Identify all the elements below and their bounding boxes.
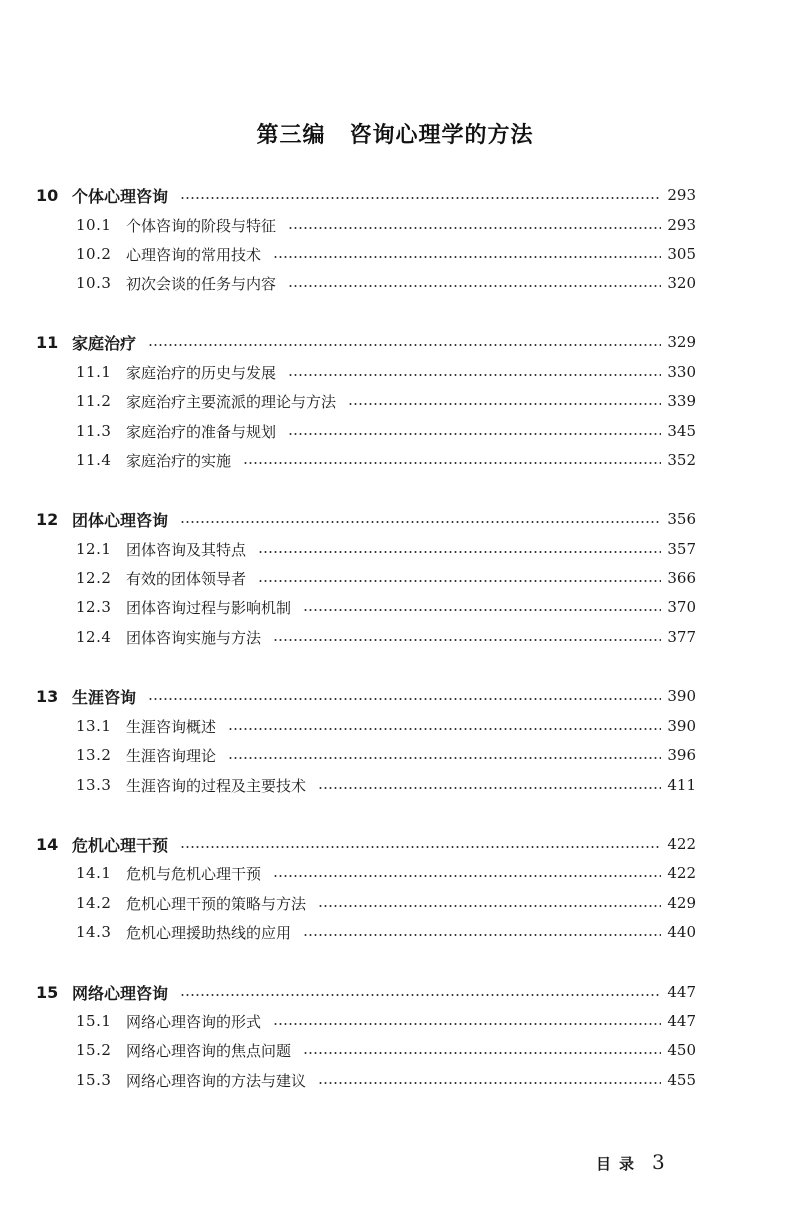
section-number: 13.2 (76, 746, 112, 764)
page-number: 447 (667, 1012, 696, 1030)
section-title: 网络心理咨询的方法与建议 (126, 1071, 307, 1090)
dot-leader (318, 787, 661, 789)
folio-number: 3 (652, 1150, 665, 1174)
page-number: 455 (667, 1071, 696, 1089)
section-entry[interactable] (76, 622, 696, 652)
chapter-heading[interactable] (36, 681, 696, 711)
page-number: 357 (667, 540, 696, 558)
part-name: 咨询心理学的方法 (349, 123, 534, 148)
section-number: 11.2 (76, 392, 112, 410)
section-number: 10.1 (76, 216, 112, 234)
page-number: 329 (667, 333, 696, 351)
section-title: 家庭治疗的历史与发展 (126, 363, 277, 382)
section-title: 生涯咨询概述 (126, 717, 217, 736)
section-number: 11.3 (76, 422, 112, 440)
chapter-title: 生涯咨询 (72, 687, 137, 707)
dot-leader (180, 994, 661, 996)
section-title: 家庭治疗的准备与规划 (126, 422, 277, 441)
chapter-number: 12 (36, 509, 59, 529)
section-entry[interactable] (76, 357, 696, 387)
page-number: 352 (667, 451, 696, 469)
page-footer (596, 1150, 665, 1174)
section-number: 11.4 (76, 451, 112, 469)
section-number: 15.2 (76, 1041, 112, 1059)
page-number: 305 (667, 245, 696, 263)
page-number: 356 (667, 510, 696, 528)
section-entry[interactable] (76, 386, 696, 416)
section-number: 13.1 (76, 717, 112, 735)
section-title: 危机与危机心理干预 (126, 864, 262, 883)
section-title: 家庭治疗的实施 (126, 451, 232, 470)
section-entry[interactable] (76, 210, 696, 240)
page-number: 429 (667, 894, 696, 912)
page-number: 330 (667, 363, 696, 381)
section-number: 14.1 (76, 864, 112, 882)
section-title: 危机心理干预的策略与方法 (126, 894, 307, 913)
dot-leader (148, 698, 661, 700)
section-title: 团体咨询实施与方法 (126, 628, 262, 647)
section-title: 生涯咨询的过程及主要技术 (126, 776, 307, 795)
section-number: 12.4 (76, 628, 112, 646)
section-number: 10.2 (76, 245, 112, 263)
dot-leader (273, 875, 661, 877)
section-entry[interactable] (76, 445, 696, 475)
section-title: 团体咨询过程与影响机制 (126, 598, 292, 617)
chapter-title: 团体心理咨询 (72, 510, 169, 530)
section-number: 10.3 (76, 274, 112, 292)
section-number: 12.3 (76, 598, 112, 616)
chapter-title: 网络心理咨询 (72, 983, 169, 1003)
chapter-number: 15 (36, 982, 59, 1002)
section-title: 心理咨询的常用技术 (126, 245, 262, 264)
chapter-heading[interactable] (36, 977, 696, 1007)
chapter-title: 个体心理咨询 (72, 186, 169, 206)
section-title: 家庭治疗主要流派的理论与方法 (126, 392, 337, 411)
page-number: 422 (667, 835, 696, 853)
section-entry[interactable] (76, 1065, 696, 1095)
dot-leader (180, 846, 661, 848)
page-number: 447 (667, 983, 696, 1001)
section-title: 团体咨询及其特点 (126, 540, 247, 559)
chapter-heading[interactable] (36, 180, 696, 210)
chapter-title: 危机心理干预 (72, 835, 169, 855)
section-number: 13.3 (76, 776, 112, 794)
chapter-number: 13 (36, 686, 59, 706)
section-entry[interactable] (76, 592, 696, 622)
section-number: 14.2 (76, 894, 112, 912)
section-number: 14.3 (76, 923, 112, 941)
section-entry[interactable] (76, 740, 696, 770)
page-number: 450 (667, 1041, 696, 1059)
section-title: 危机心理援助热线的应用 (126, 923, 292, 942)
section-number: 15.3 (76, 1071, 112, 1089)
dot-leader (273, 1023, 661, 1025)
dot-leader (180, 521, 661, 523)
chapter-heading[interactable] (36, 829, 696, 859)
dot-leader (348, 403, 661, 405)
section-number: 15.1 (76, 1012, 112, 1030)
page-number: 377 (667, 628, 696, 646)
chapter-heading[interactable] (36, 504, 696, 534)
dot-leader (288, 374, 661, 376)
page-number: 293 (667, 186, 696, 204)
dot-leader (288, 433, 661, 435)
dot-leader (148, 344, 661, 346)
dot-leader (258, 551, 661, 553)
dot-leader (228, 728, 661, 730)
page-number: 339 (667, 392, 696, 410)
page-number: 390 (667, 687, 696, 705)
page-number: 293 (667, 216, 696, 234)
page-number: 390 (667, 717, 696, 735)
dot-leader (273, 639, 661, 641)
chapter-number: 10 (36, 185, 59, 205)
section-title: 网络心理咨询的形式 (126, 1012, 262, 1031)
chapter-number: 14 (36, 834, 59, 854)
dot-leader (258, 580, 661, 582)
page-number: 345 (667, 422, 696, 440)
chapter-title: 家庭治疗 (72, 333, 137, 353)
dot-leader (228, 757, 661, 759)
section-title: 个体咨询的阶段与特征 (126, 216, 277, 235)
dot-leader (303, 934, 661, 936)
section-entry[interactable] (76, 416, 696, 446)
page-number: 440 (667, 923, 696, 941)
page-number: 411 (667, 776, 696, 794)
part-number: 第三编 (256, 123, 326, 148)
dot-leader (303, 1052, 661, 1054)
section-entry[interactable] (76, 268, 696, 298)
section-number: 12.2 (76, 569, 112, 587)
section-title: 有效的团体领导者 (126, 569, 247, 588)
section-entry[interactable] (76, 711, 696, 741)
section-entry[interactable] (76, 888, 696, 918)
section-entry[interactable] (76, 1006, 696, 1036)
part-title (0, 118, 790, 149)
footer-label: 目录 (596, 1155, 643, 1173)
section-title: 生涯咨询理论 (126, 746, 217, 765)
dot-leader (180, 197, 661, 199)
section-entry[interactable] (76, 563, 696, 593)
page-number: 396 (667, 746, 696, 764)
section-entry[interactable] (76, 858, 696, 888)
dot-leader (273, 256, 661, 258)
page-number: 366 (667, 569, 696, 587)
section-entry[interactable] (76, 239, 696, 269)
section-entry[interactable] (76, 1035, 696, 1065)
dot-leader (318, 905, 661, 907)
chapter-heading[interactable] (36, 327, 696, 357)
page-number: 370 (667, 598, 696, 616)
section-title: 初次会谈的任务与内容 (126, 274, 277, 293)
section-number: 12.1 (76, 540, 112, 558)
dot-leader (288, 285, 661, 287)
section-title: 网络心理咨询的焦点问题 (126, 1041, 292, 1060)
section-entry[interactable] (76, 534, 696, 564)
dot-leader (318, 1082, 661, 1084)
dot-leader (288, 227, 661, 229)
section-number: 11.1 (76, 363, 112, 381)
page-number: 422 (667, 864, 696, 882)
dot-leader (303, 609, 661, 611)
dot-leader (243, 462, 661, 464)
section-entry[interactable] (76, 770, 696, 800)
chapter-number: 11 (36, 332, 59, 352)
section-entry[interactable] (76, 917, 696, 947)
page-number: 320 (667, 274, 696, 292)
